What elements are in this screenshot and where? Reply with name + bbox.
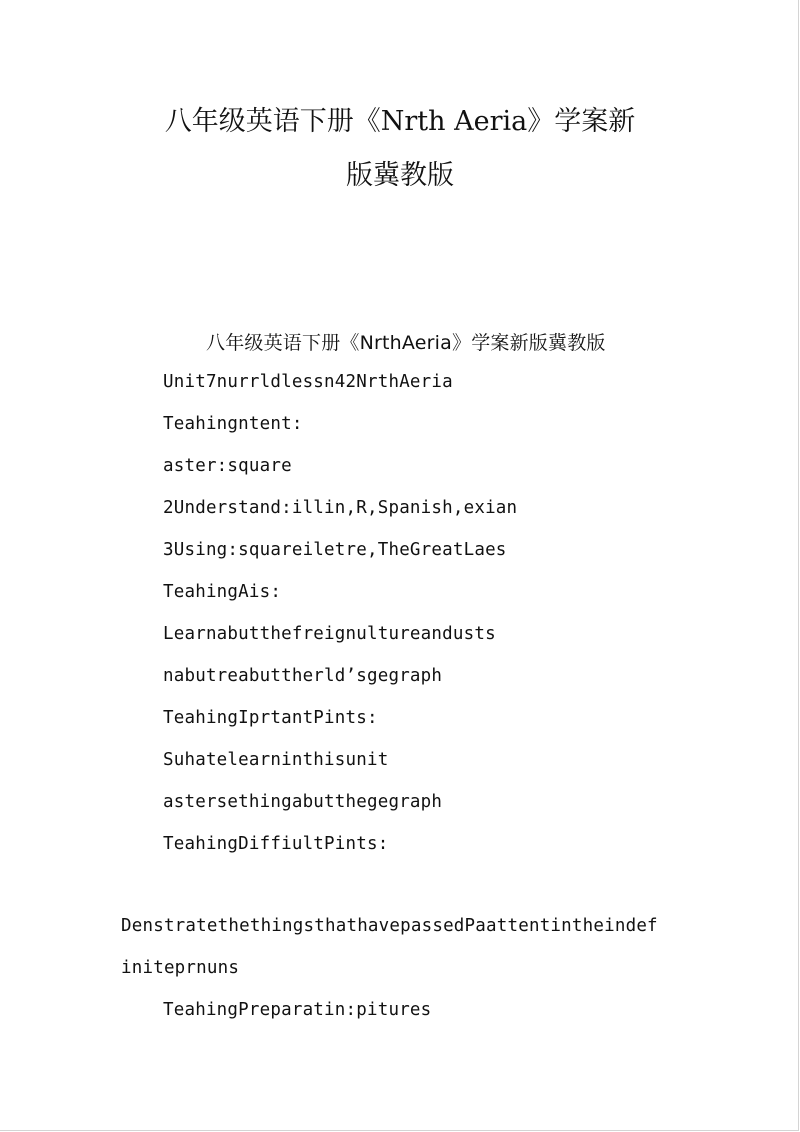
- body-line-know: nabutreabuttherld’sgegraph: [163, 666, 443, 686]
- body-line-difficult-points: TeahingDiffiultPints:: [163, 834, 389, 854]
- body-line-teaching-aims: TeahingAis:: [163, 582, 282, 602]
- body-line-teaching-content: Teahingntent:: [163, 414, 303, 434]
- body-line-understand: 2Understand:illin,R,Spanish,exian: [163, 498, 518, 518]
- body-line-using: 3Using:squareiletre,TheGreatLaes: [163, 540, 507, 560]
- body-line-such: Suhatelearninthisunit: [163, 750, 389, 770]
- body-heading-line: 八年级英语下册《NrthAeria》学案新版冀教版: [206, 332, 606, 354]
- body-line-learn: Learnabutthefreignultureandusts: [163, 624, 496, 644]
- title-line-1: 八年级英语下册《Nrth Aeria》学案新: [164, 106, 636, 137]
- body-line-demonstrate: DenstratethethingsthathavepassedPaattentintheindef: [121, 916, 658, 936]
- body-line-preparation: TeahingPreparatin:pitures: [163, 1000, 432, 1020]
- body-line-indefinite-pronouns: initeprnuns: [121, 958, 240, 978]
- title-line-2: 版冀教版: [346, 160, 454, 191]
- body-line-master-something: astersethingabutthegegraph: [163, 792, 443, 812]
- document-title: [0, 95, 800, 203]
- body-line-important-points: TeahingIprtantPints:: [163, 708, 378, 728]
- body-line-master: aster:square: [163, 456, 292, 476]
- body-line-unit: Unit7nurrldlessn42NrthAeria: [163, 372, 453, 392]
